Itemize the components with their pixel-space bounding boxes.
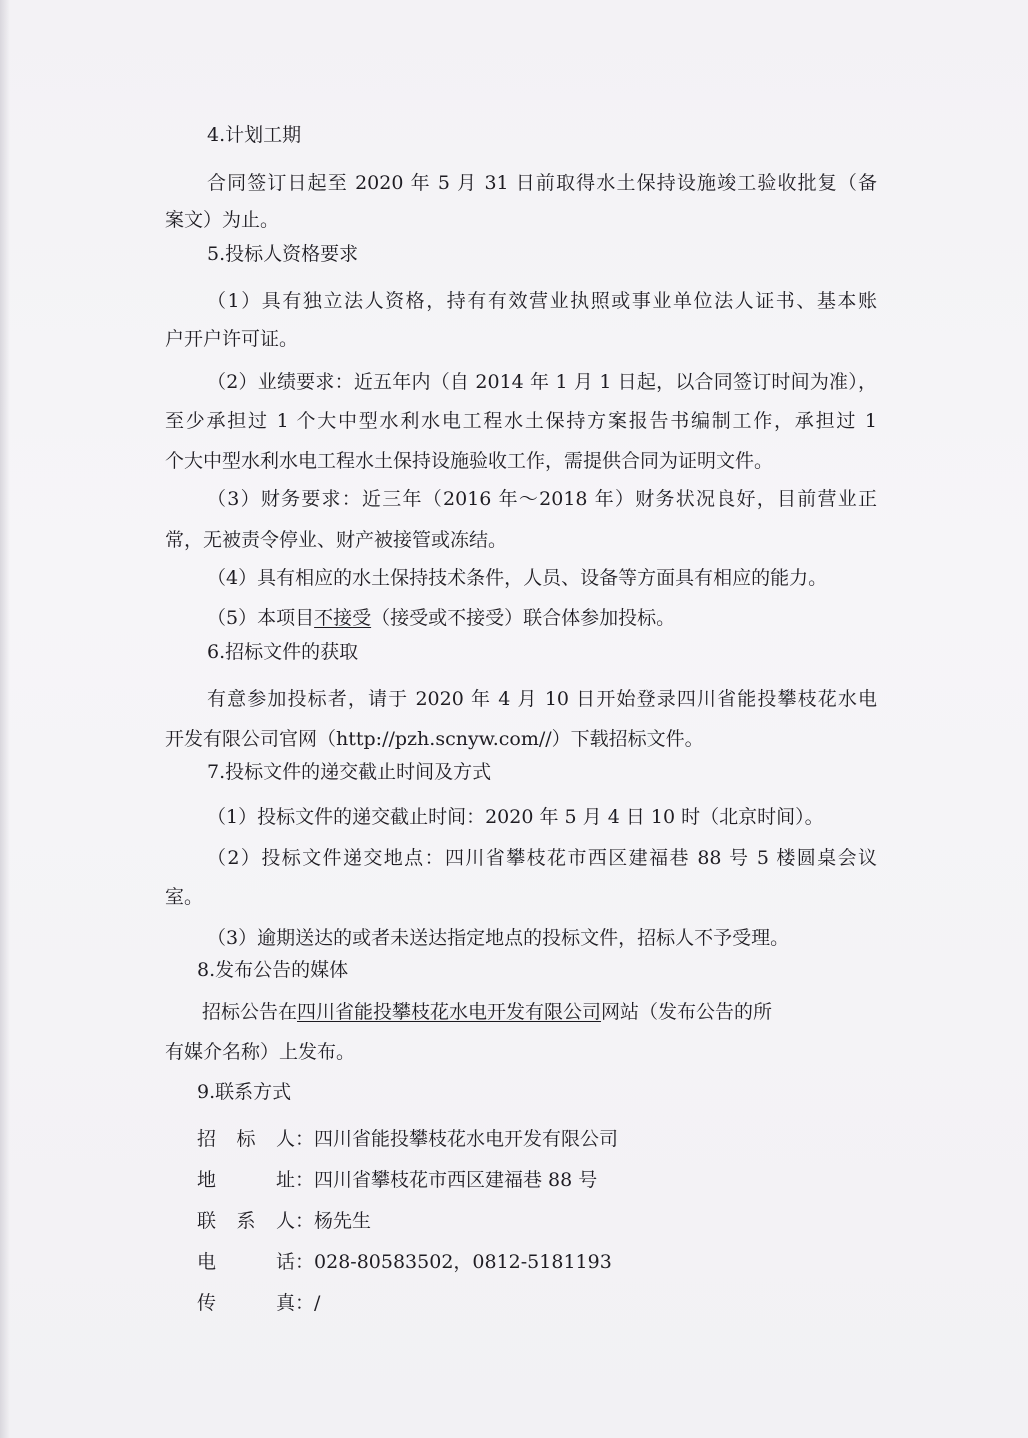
contact-row	[197, 1250, 612, 1274]
section-8-suffix: 网站（发布公告的所	[601, 1001, 773, 1023]
contact-row	[197, 1168, 597, 1192]
colon: ：	[295, 1210, 315, 1232]
page-edge-shadow	[0, 0, 10, 1438]
contact-value: /	[314, 1292, 321, 1314]
contact-row	[197, 1209, 371, 1233]
item-5-prefix: （5）本项目	[207, 607, 315, 629]
consortium-choice: 不接受	[314, 607, 372, 629]
section-4-text: 案文）为止。	[165, 209, 280, 231]
contact-label: 联 系 人	[197, 1210, 295, 1232]
section-5-item-3: （3）财务要求：近三年（2016 年～2018 年）财务状况良好，目前营业正	[207, 488, 877, 510]
section-8-heading: 8.发布公告的媒体	[197, 959, 349, 981]
section-4-text: 合同签订日起至 2020 年 5 月 31 日前取得水土保持设施竣工验收批复（备	[207, 172, 877, 194]
section-9-heading: 9.联系方式	[197, 1081, 292, 1103]
contact-label: 电 话	[197, 1251, 295, 1273]
section-8-text: 有媒介名称）上发布。	[165, 1041, 356, 1063]
section-6-text: 有意参加投标者，请于 2020 年 4 月 10 日开始登录四川省能投攀枝花水电	[207, 688, 877, 710]
section-7-item-1: （1）投标文件的递交截止时间：2020 年 5 月 4 日 10 时（北京时间）。	[207, 806, 824, 828]
section-7-item-2: 室。	[165, 886, 204, 908]
contact-label: 招 标 人	[197, 1128, 295, 1150]
section-5-heading: 5.投标人资格要求	[207, 243, 359, 265]
contact-value: 四川省攀枝花市西区建福巷 88 号	[314, 1169, 598, 1191]
section-5-item-2: 个大中型水利水电工程水土保持设施验收工作，需提供合同为证明文件。	[165, 450, 774, 472]
section-5-item-5	[207, 606, 675, 630]
contact-value: 四川省能投攀枝花水电开发有限公司	[314, 1128, 619, 1150]
section-5-item-1: 户开户许可证。	[165, 328, 299, 350]
contact-value: 杨先生	[314, 1210, 372, 1232]
section-7-heading: 7.投标文件的递交截止时间及方式	[207, 761, 492, 783]
section-5-item-2: （2）业绩要求：近五年内（自 2014 年 1 月 1 日起，以合同签订时间为准），	[207, 371, 877, 393]
section-8-text	[202, 1000, 877, 1024]
colon: ：	[295, 1292, 315, 1314]
contact-label: 传 真	[197, 1292, 295, 1314]
colon: ：	[295, 1128, 315, 1150]
contact-row	[197, 1127, 618, 1151]
publisher-name: 四川省能投攀枝花水电开发有限公司	[297, 1001, 602, 1023]
section-6-heading: 6.招标文件的获取	[207, 641, 359, 663]
colon: ：	[295, 1251, 315, 1273]
section-5-item-3: 常，无被责令停业、财产被接管或冻结。	[165, 529, 508, 551]
contact-row	[197, 1291, 320, 1315]
section-5-item-1: （1）具有独立法人资格，持有有效营业执照或事业单位法人证书、基本账	[207, 290, 877, 312]
section-5-item-2: 至少承担过 1 个大中型水利水电工程水土保持方案报告书编制工作，承担过 1	[165, 410, 877, 432]
item-5-suffix: （接受或不接受）联合体参加投标。	[371, 607, 676, 629]
section-4-heading: 4.计划工期	[207, 124, 302, 146]
colon: ：	[295, 1169, 315, 1191]
section-7-item-3: （3）逾期送达的或者未送达指定地点的投标文件，招标人不予受理。	[207, 927, 790, 949]
section-6-text: 开发有限公司官网（http://pzh.scnyw.com//）下载招标文件。	[165, 728, 704, 750]
section-7-item-2: （2）投标文件递交地点：四川省攀枝花市西区建福巷 88 号 5 楼圆桌会议	[207, 847, 877, 869]
section-8-prefix: 招标公告在	[202, 1001, 298, 1023]
contact-label: 地 址	[197, 1169, 295, 1191]
contact-value: 028-80583502，0812-5181193	[314, 1251, 612, 1273]
section-5-item-4: （4）具有相应的水土保持技术条件，人员、设备等方面具有相应的能力。	[207, 567, 828, 589]
